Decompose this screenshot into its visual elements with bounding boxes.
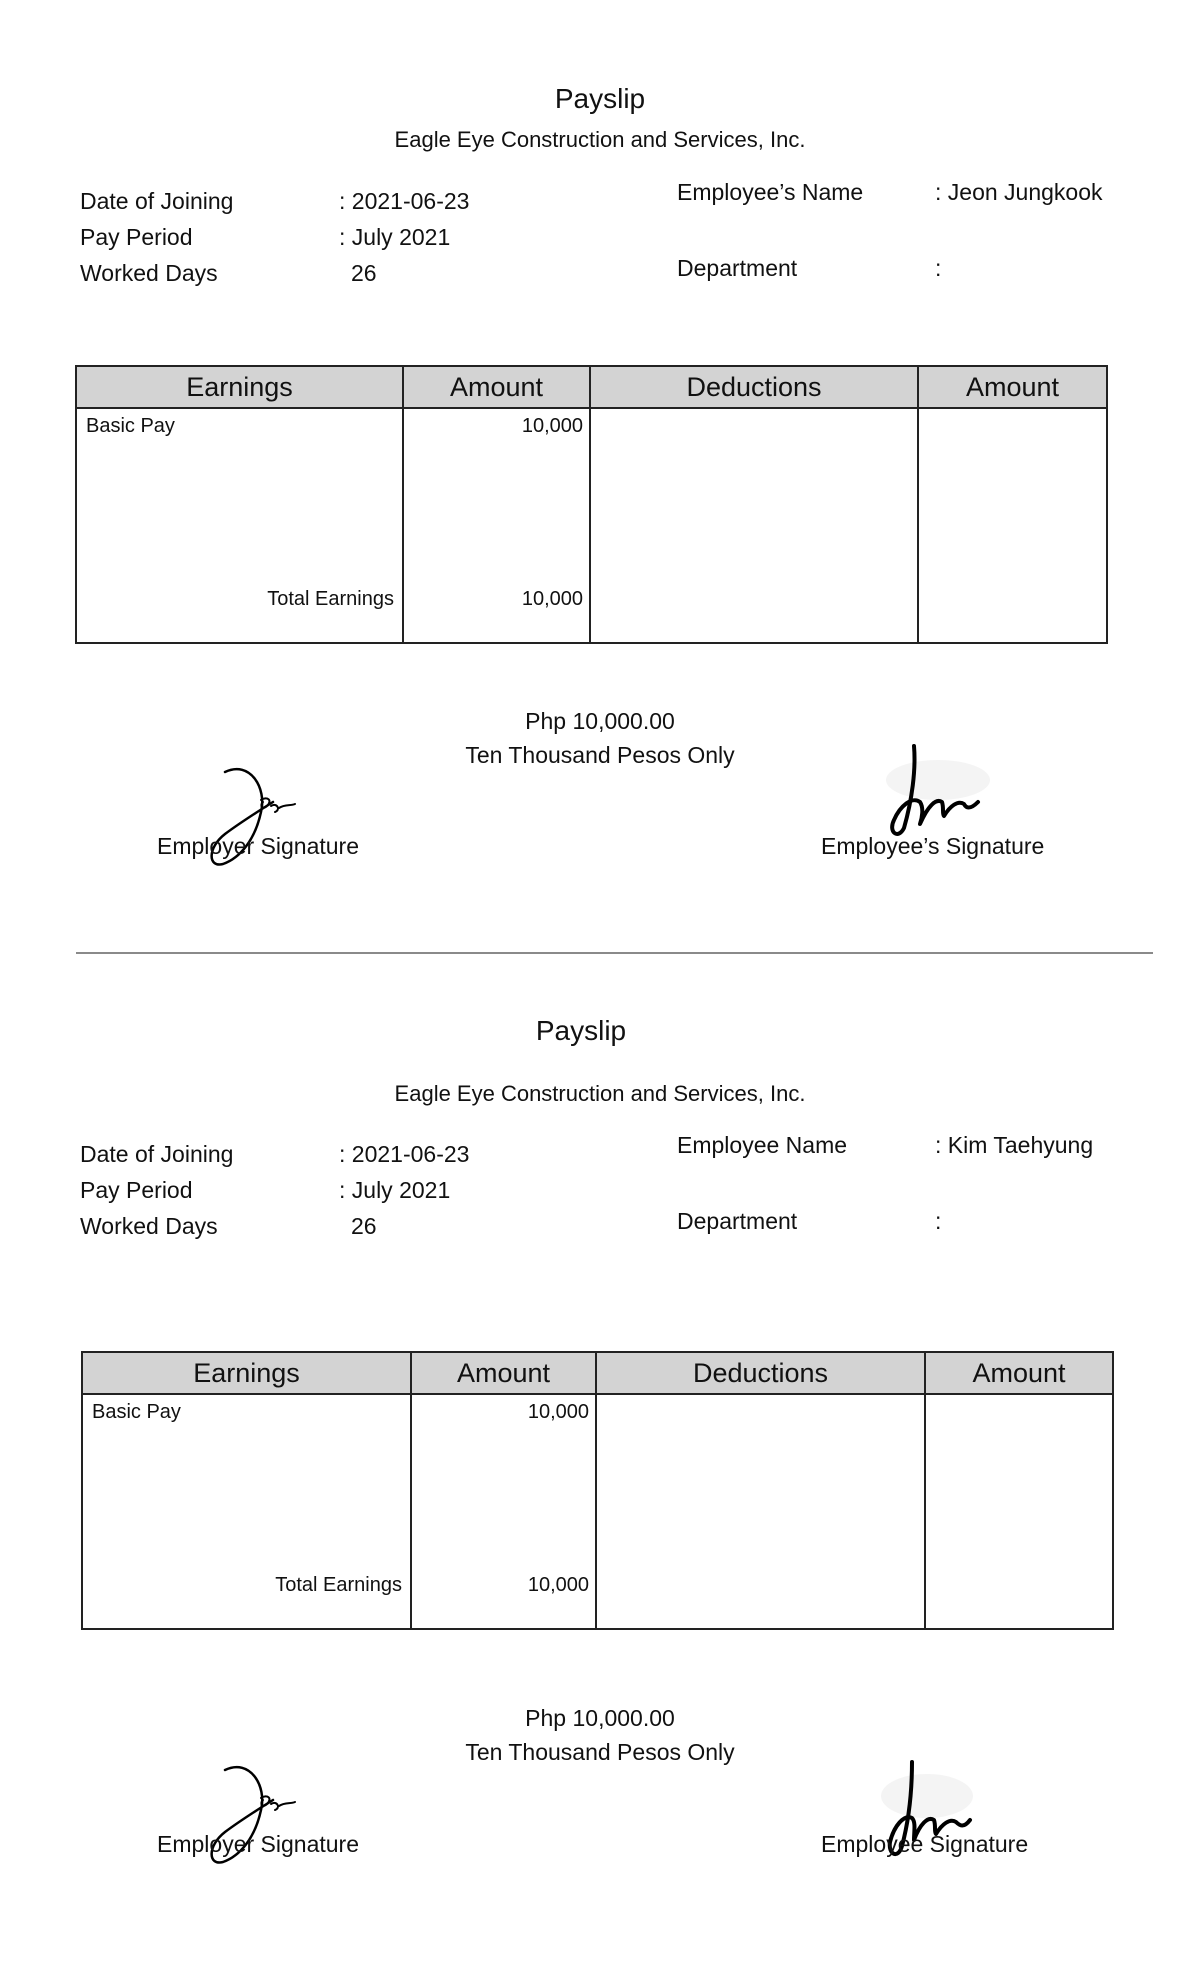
total-earnings-amount: 10,000 [527, 1574, 589, 1596]
employee-name-value: : Jeon Jungkook [935, 179, 1103, 205]
employee-signature-label: Employee Signature [821, 1831, 1029, 1857]
date-of-joining-label: Date of Joining [80, 1141, 234, 1167]
date-of-joining-value: : 2021-06-23 [339, 1141, 470, 1167]
payslip-title: Payslip [535, 1015, 627, 1046]
deductions-header: Deductions [590, 366, 918, 408]
worked-days-label: Worked Days [80, 1213, 218, 1239]
earnings-cell [82, 1394, 411, 1629]
earnings-header: Earnings [76, 366, 403, 408]
earnings-amount-cell [411, 1394, 596, 1629]
employee-signature-image [878, 740, 998, 840]
employer-signature-label: Employer Signature [157, 833, 359, 859]
amount-header: Amount [403, 366, 590, 408]
total-earnings-label: Total Earnings [275, 1574, 402, 1596]
department-value: : [935, 1208, 942, 1234]
deductions-amount-cell [918, 408, 1107, 643]
date-of-joining-value: : 2021-06-23 [339, 188, 470, 214]
payslip-divider [76, 952, 1153, 954]
net-pay-in-words: Ten Thousand Pesos Only [465, 742, 735, 768]
department-label: Department [677, 1208, 798, 1234]
employee-name-label: Employee Name [677, 1132, 848, 1158]
employee-name-label: Employee’s Name [677, 179, 864, 205]
amount-header: Amount [918, 366, 1107, 408]
department-value: : [935, 255, 942, 281]
pay-period-label: Pay Period [80, 1177, 193, 1203]
earnings-deductions-table [81, 1351, 1114, 1630]
net-pay-amount: Php 10,000.00 [525, 708, 675, 734]
amount-header: Amount [411, 1352, 596, 1394]
basic-pay-amount: 10,000 [527, 1401, 589, 1423]
earnings-header: Earnings [82, 1352, 411, 1394]
net-pay-in-words: Ten Thousand Pesos Only [465, 1739, 735, 1765]
basic-pay-label: Basic Pay [86, 415, 175, 437]
company-name: Eagle Eye Construction and Services, Inc. [394, 127, 806, 152]
worked-days-value: 26 [351, 1213, 377, 1239]
basic-pay-amount: 10,000 [521, 415, 583, 437]
net-pay-amount: Php 10,000.00 [525, 1705, 675, 1731]
pay-period-value: : July 2021 [339, 1177, 451, 1203]
worked-days-label: Worked Days [80, 260, 218, 286]
employer-signature-label: Employer Signature [157, 1831, 359, 1857]
total-earnings-amount: 10,000 [521, 588, 583, 610]
deductions-cell [596, 1394, 925, 1629]
deductions-amount-cell [925, 1394, 1113, 1629]
deductions-cell [590, 408, 918, 643]
company-name: Eagle Eye Construction and Services, Inc. [394, 1081, 806, 1106]
payslip-title: Payslip [554, 83, 646, 114]
department-label: Department [677, 255, 798, 281]
basic-pay-label: Basic Pay [92, 1401, 181, 1423]
pay-period-value: : July 2021 [339, 224, 451, 250]
amount-header: Amount [925, 1352, 1113, 1394]
worked-days-value: 26 [351, 260, 377, 286]
deductions-header: Deductions [596, 1352, 925, 1394]
employee-signature-label: Employee’s Signature [821, 833, 1045, 859]
date-of-joining-label: Date of Joining [80, 188, 234, 214]
employee-name-value: : Kim Taehyung [935, 1132, 1094, 1158]
total-earnings-label: Total Earnings [267, 588, 394, 610]
earnings-deductions-table [75, 365, 1108, 644]
earnings-cell [76, 408, 403, 643]
pay-period-label: Pay Period [80, 224, 193, 250]
earnings-amount-cell [403, 408, 590, 643]
